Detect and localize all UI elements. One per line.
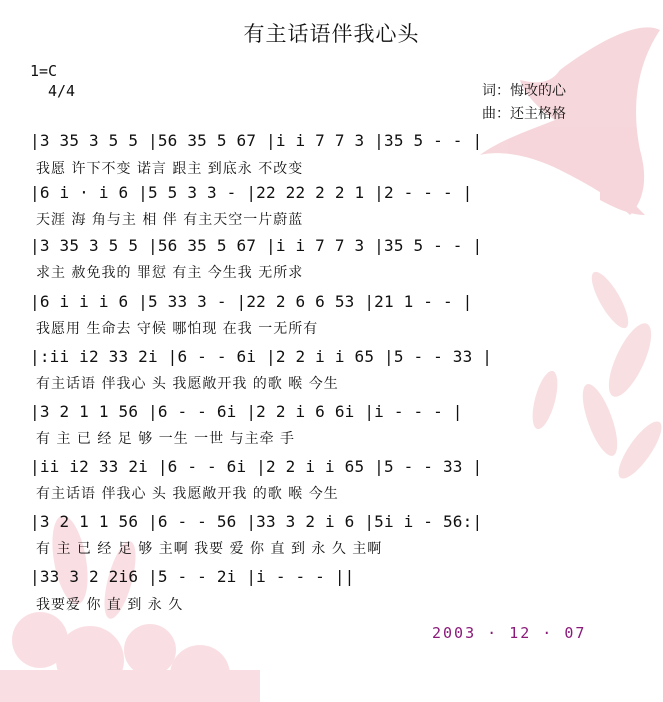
date-stamp: 2003 · 12 · 07 — [432, 624, 587, 642]
lyric-line: 天涯 海 角与主 相 伴 有主天空一片蔚蓝 — [36, 212, 304, 228]
lyric-line: 有主话语 伴我心 头 我愿敞开我 的歌 喉 今生 — [36, 486, 339, 502]
lyric-line: 有 主 已 经 足 够 一生 一世 与主牵 手 — [36, 431, 296, 447]
notation-line: |ii i2 33 2i |6 - - 6i |2 2 i i 65 |5 - - 33 | — [30, 457, 483, 476]
time-signature: 4/4 — [48, 82, 76, 100]
lyric-line: 求主 赦免我的 罪愆 有主 今生我 无所求 — [36, 265, 304, 281]
notation-line: |6 i · i 6 |5 5 3 3 - |22 22 2 2 1 |2 - - - | — [30, 183, 473, 202]
notation-line: |6 i i i 6 |5 33 3 - |22 2 6 6 53 |21 1 - - | — [30, 292, 473, 311]
composer-credit: 曲：还主格格 — [482, 106, 566, 122]
notation-line: |33 3 2 2i6 |5 - - 2i |i - - - || — [30, 567, 355, 586]
notation-line: |3 2 1 1 56 |6 - - 6i |2 2 i 6 6i |i - - - | — [30, 402, 463, 421]
notation-line: |:ii i2 33 2i |6 - - 6i |2 2 i i 65 |5 - - 33 | — [30, 347, 493, 366]
lyric-line: 有主话语 伴我心 头 我愿敞开我 的歌 喉 今生 — [36, 376, 339, 392]
song-title: 有主话语伴我心头 — [243, 22, 420, 46]
key-signature: 1=C — [30, 62, 58, 80]
notation-line: |3 2 1 1 56 |6 - - 56 |33 3 2 i 6 |5i i - 56:| — [30, 512, 483, 531]
lyric-line: 我愿用 生命去 守候 哪怕现 在我 一无所有 — [36, 321, 319, 337]
notation-line: |3 35 3 5 5 |56 35 5 67 |i i 7 7 3 |35 5 - - | — [30, 236, 483, 255]
notation-line: |3 35 3 5 5 |56 35 5 67 |i i 7 7 3 |35 5 - - | — [30, 131, 483, 150]
lyricist-credit: 词：悔改的心 — [482, 83, 566, 99]
lyric-line: 有 主 已 经 足 够 主啊 我要 爱 你 直 到 永 久 主啊 — [36, 541, 383, 557]
lyric-line: 我要爱 你 直 到 永 久 — [36, 597, 184, 613]
lyric-line: 我愿 许下不变 诺言 跟主 到底永 不改变 — [36, 161, 304, 177]
